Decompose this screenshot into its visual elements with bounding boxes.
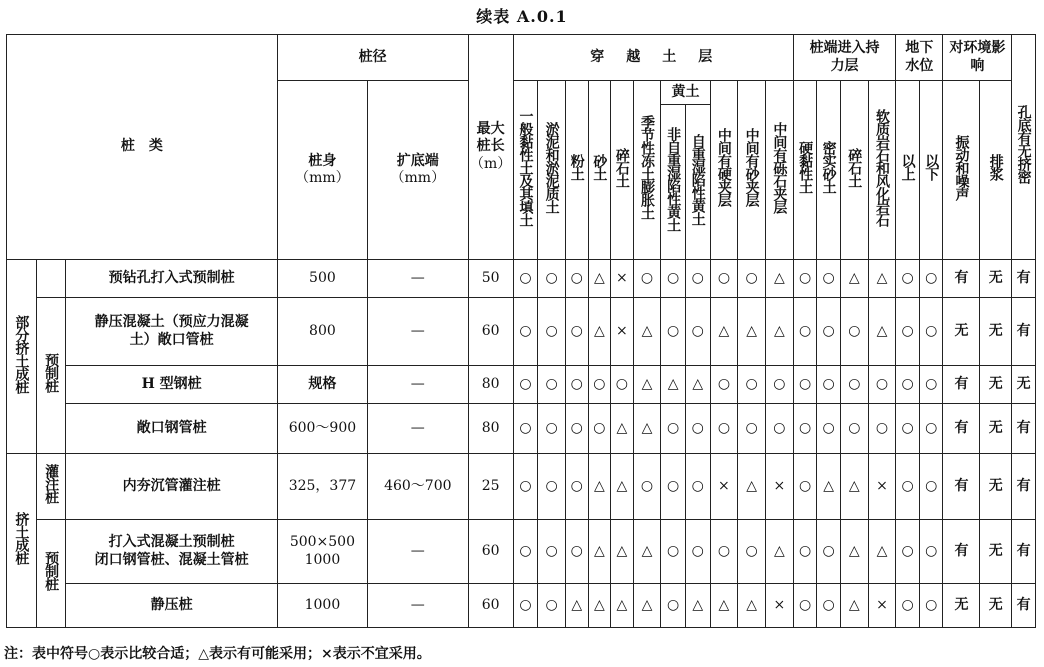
mark-cell: ○: [611, 366, 634, 404]
pile-name: H 型钢桩: [66, 366, 277, 404]
mark-cell: △: [633, 404, 661, 454]
mark-cell: ○: [538, 260, 566, 298]
mark-cell: ○: [565, 366, 588, 404]
mark-cell: ○: [565, 404, 588, 454]
col-12: 硬黏性土: [793, 81, 817, 260]
mark-cell: ○: [710, 404, 738, 454]
base-value: —: [368, 366, 469, 404]
col-1: 一般黏性土及其填土: [513, 81, 538, 260]
col-4: 砂土: [588, 81, 611, 260]
mark-cell: ○: [793, 454, 817, 520]
header-base: 扩底端 （mm）: [368, 81, 469, 260]
mark-cell: ○: [661, 584, 686, 628]
pile-table: [6, 34, 1036, 628]
mark-cell: ○: [896, 584, 920, 628]
shaft-value: 500×500 1000: [277, 520, 367, 584]
mark-cell: ○: [817, 520, 841, 584]
group-precast: 预制桩: [36, 520, 66, 628]
mark-cell: ○: [661, 404, 686, 454]
table-row: [7, 404, 1036, 454]
col-3: 粉土: [565, 81, 588, 260]
mark-cell: ○: [513, 454, 538, 520]
table-row: [7, 454, 1036, 520]
mark-cell: ○: [868, 404, 896, 454]
mark-cell: ○: [685, 260, 710, 298]
col-6: 季节性冻土膨胀土: [633, 81, 661, 260]
mark-cell: ○: [896, 298, 920, 366]
shaft-value: 800: [277, 298, 367, 366]
vibration-value: 有: [943, 520, 980, 584]
header-row-1: [7, 35, 1036, 81]
mark-cell: △: [840, 454, 868, 520]
vibration-value: 无: [943, 584, 980, 628]
mark-cell: ○: [896, 520, 920, 584]
base-value: —: [368, 298, 469, 366]
mark-cell: △: [840, 520, 868, 584]
hole-value: 有: [1012, 260, 1036, 298]
length-value: 25: [468, 454, 513, 520]
mark-cell: ×: [868, 454, 896, 520]
mark-cell: △: [633, 298, 661, 366]
mark-cell: ○: [710, 520, 738, 584]
mark-cell: ○: [793, 520, 817, 584]
mud-value: 无: [980, 366, 1012, 404]
mark-cell: ○: [661, 260, 686, 298]
shaft-value: 1000: [277, 584, 367, 628]
mark-cell: ○: [919, 404, 943, 454]
col-9: 中间有硬夹层: [710, 81, 738, 260]
mark-cell: △: [710, 584, 738, 628]
mark-cell: ○: [565, 260, 588, 298]
mark-cell: ○: [513, 298, 538, 366]
mud-value: 无: [980, 520, 1012, 584]
col-8: 自重湿陷性黄土: [685, 105, 710, 260]
mark-cell: ○: [633, 454, 661, 520]
shaft-value: 325，377: [277, 454, 367, 520]
mark-cell: ○: [710, 260, 738, 298]
mark-cell: △: [611, 404, 634, 454]
mark-cell: △: [710, 298, 738, 366]
header-shaft: 桩身 （mm）: [277, 81, 367, 260]
hole-value: 有: [1012, 298, 1036, 366]
mark-cell: ×: [765, 454, 793, 520]
mark-cell: ○: [840, 404, 868, 454]
header-hole-compaction: 孔底有无挤密: [1012, 35, 1036, 260]
hole-value: 有: [1012, 404, 1036, 454]
hole-value: 无: [1012, 366, 1036, 404]
length-value: 80: [468, 366, 513, 404]
length-value: 60: [468, 298, 513, 366]
vibration-value: 有: [943, 454, 980, 520]
header-environment: 对环境影响: [943, 35, 1012, 81]
mark-cell: ○: [710, 366, 738, 404]
mark-cell: △: [765, 520, 793, 584]
group-full-compaction: 挤土成桩: [7, 454, 37, 628]
mark-cell: △: [565, 584, 588, 628]
mark-cell: △: [633, 366, 661, 404]
col-2: 淤泥和淤泥质土: [538, 81, 566, 260]
mark-cell: ○: [919, 366, 943, 404]
mark-cell: ○: [817, 584, 841, 628]
mark-cell: ○: [868, 366, 896, 404]
mark-cell: △: [611, 454, 634, 520]
mark-cell: ○: [919, 260, 943, 298]
vibration-value: 无: [943, 298, 980, 366]
mark-cell: △: [611, 520, 634, 584]
mark-cell: ○: [565, 520, 588, 584]
group-blank: [36, 260, 66, 298]
mark-cell: △: [765, 260, 793, 298]
mark-cell: ○: [685, 404, 710, 454]
mark-cell: ○: [513, 366, 538, 404]
mark-cell: ○: [538, 404, 566, 454]
mark-cell: △: [817, 454, 841, 520]
mark-cell: △: [661, 366, 686, 404]
mark-cell: ○: [896, 404, 920, 454]
pile-name: 敞口钢管桩: [66, 404, 277, 454]
mark-cell: ○: [565, 454, 588, 520]
mark-cell: ○: [840, 366, 868, 404]
col-14: 碎石土: [840, 81, 868, 260]
group-precast: 预制桩: [36, 298, 66, 454]
mud-value: 无: [980, 404, 1012, 454]
mark-cell: ○: [896, 260, 920, 298]
col-16: 以上: [896, 81, 920, 260]
mark-cell: ○: [793, 298, 817, 366]
mark-cell: ○: [765, 404, 793, 454]
group-partial-compaction: 部分挤土成桩: [7, 260, 37, 454]
mark-cell: ×: [868, 584, 896, 628]
mud-value: 无: [980, 454, 1012, 520]
mark-cell: ○: [738, 404, 766, 454]
mark-cell: ○: [685, 454, 710, 520]
mark-cell: △: [738, 298, 766, 366]
mark-cell: ○: [738, 366, 766, 404]
length-value: 60: [468, 520, 513, 584]
mark-cell: ○: [565, 298, 588, 366]
col-10: 中间有砂夹层: [738, 81, 766, 260]
mark-cell: ○: [817, 404, 841, 454]
shaft-value: 600～900: [277, 404, 367, 454]
mark-cell: ○: [513, 520, 538, 584]
col-13: 密实砂土: [817, 81, 841, 260]
col-18: 振动和噪声: [943, 81, 980, 260]
mark-cell: ○: [685, 298, 710, 366]
mark-cell: ○: [840, 298, 868, 366]
col-7: 非自重湿陷性黄土: [661, 105, 686, 260]
table-caption: 续表 A.0.1: [476, 7, 568, 26]
vibration-value: 有: [943, 366, 980, 404]
mark-cell: △: [840, 584, 868, 628]
shaft-value: 500: [277, 260, 367, 298]
mud-value: 无: [980, 298, 1012, 366]
mark-cell: △: [868, 260, 896, 298]
mark-cell: ○: [896, 454, 920, 520]
hole-value: 有: [1012, 454, 1036, 520]
mark-cell: ○: [765, 366, 793, 404]
hole-value: 有: [1012, 584, 1036, 628]
mark-cell: ○: [793, 260, 817, 298]
mark-cell: ○: [685, 520, 710, 584]
table-note: 注：表中符号○表示比较合适；△表示有可能采用；×表示不宜采用。: [4, 646, 431, 662]
mark-cell: △: [765, 298, 793, 366]
col-17: 以下: [919, 81, 943, 260]
header-diameter: 桩径: [277, 35, 468, 81]
mark-cell: ○: [919, 298, 943, 366]
header-loess: 黄土: [661, 81, 710, 105]
mark-cell: △: [588, 260, 611, 298]
base-value: —: [368, 520, 469, 584]
table-row: [7, 366, 1036, 404]
table-row: [7, 520, 1036, 584]
mark-cell: △: [611, 584, 634, 628]
length-value: 50: [468, 260, 513, 298]
base-value: —: [368, 584, 469, 628]
mark-cell: △: [588, 520, 611, 584]
mark-cell: ○: [513, 260, 538, 298]
pile-name: 内夯沉管灌注桩: [66, 454, 277, 520]
base-value: —: [368, 260, 469, 298]
mark-cell: ○: [919, 584, 943, 628]
mark-cell: ×: [611, 298, 634, 366]
mark-cell: ○: [817, 260, 841, 298]
mark-cell: ○: [919, 520, 943, 584]
col-19: 排浆: [980, 81, 1012, 260]
mark-cell: ○: [919, 454, 943, 520]
mark-cell: ○: [793, 404, 817, 454]
mud-value: 无: [980, 260, 1012, 298]
pile-name: 静压混凝土（预应力混凝土）敞口管桩: [66, 298, 277, 366]
pile-name: 静压桩: [66, 584, 277, 628]
pile-name: 预钻孔打入式预制桩: [66, 260, 277, 298]
mark-cell: ×: [710, 454, 738, 520]
mark-cell: △: [588, 584, 611, 628]
mark-cell: ○: [661, 454, 686, 520]
mark-cell: △: [685, 366, 710, 404]
mark-cell: △: [588, 298, 611, 366]
mark-cell: ○: [661, 520, 686, 584]
header-bearing-layer: 桩端进入持力层: [793, 35, 896, 81]
mark-cell: ○: [538, 454, 566, 520]
mark-cell: ○: [513, 404, 538, 454]
mark-cell: ○: [538, 366, 566, 404]
mark-cell: ○: [817, 298, 841, 366]
mark-cell: ○: [538, 584, 566, 628]
mark-cell: ○: [793, 584, 817, 628]
table-row: [7, 260, 1036, 298]
mark-cell: △: [868, 298, 896, 366]
length-value: 80: [468, 404, 513, 454]
mark-cell: △: [633, 584, 661, 628]
mark-cell: ×: [611, 260, 634, 298]
pile-name: 打入式混凝土预制桩 闭口钢管桩、混凝土管桩: [66, 520, 277, 584]
mark-cell: ○: [896, 366, 920, 404]
mark-cell: ○: [588, 366, 611, 404]
mark-cell: ○: [588, 404, 611, 454]
mark-cell: △: [685, 584, 710, 628]
length-value: 60: [468, 584, 513, 628]
mark-cell: ○: [538, 298, 566, 366]
mark-cell: △: [738, 454, 766, 520]
vibration-value: 有: [943, 404, 980, 454]
table-row: [7, 584, 1036, 628]
shaft-value: 规格: [277, 366, 367, 404]
mark-cell: ○: [738, 520, 766, 584]
mark-cell: ○: [661, 298, 686, 366]
col-11: 中间有砾石夹层: [765, 81, 793, 260]
mark-cell: ○: [633, 260, 661, 298]
mark-cell: △: [840, 260, 868, 298]
vibration-value: 有: [943, 260, 980, 298]
mark-cell: △: [633, 520, 661, 584]
header-through-soil: 穿 越 土 层: [513, 35, 793, 81]
mark-cell: ×: [765, 584, 793, 628]
header-max-length: 最大桩长 （m）: [468, 35, 513, 260]
mud-value: 无: [980, 584, 1012, 628]
mark-cell: ○: [793, 366, 817, 404]
mark-cell: ○: [513, 584, 538, 628]
mark-cell: △: [868, 520, 896, 584]
group-cast-in-place: 灌注桩: [36, 454, 66, 520]
col-5: 碎石土: [611, 81, 634, 260]
mark-cell: △: [738, 584, 766, 628]
header-pile-type: 桩 类: [7, 35, 278, 260]
mark-cell: △: [588, 454, 611, 520]
base-value: 460～700: [368, 454, 469, 520]
hole-value: 有: [1012, 520, 1036, 584]
base-value: —: [368, 404, 469, 454]
header-groundwater: 地下水位: [896, 35, 943, 81]
col-15: 软质岩石和风化岩石: [868, 81, 896, 260]
table-row: [7, 298, 1036, 366]
mark-cell: ○: [738, 260, 766, 298]
mark-cell: ○: [538, 520, 566, 584]
mark-cell: ○: [817, 366, 841, 404]
